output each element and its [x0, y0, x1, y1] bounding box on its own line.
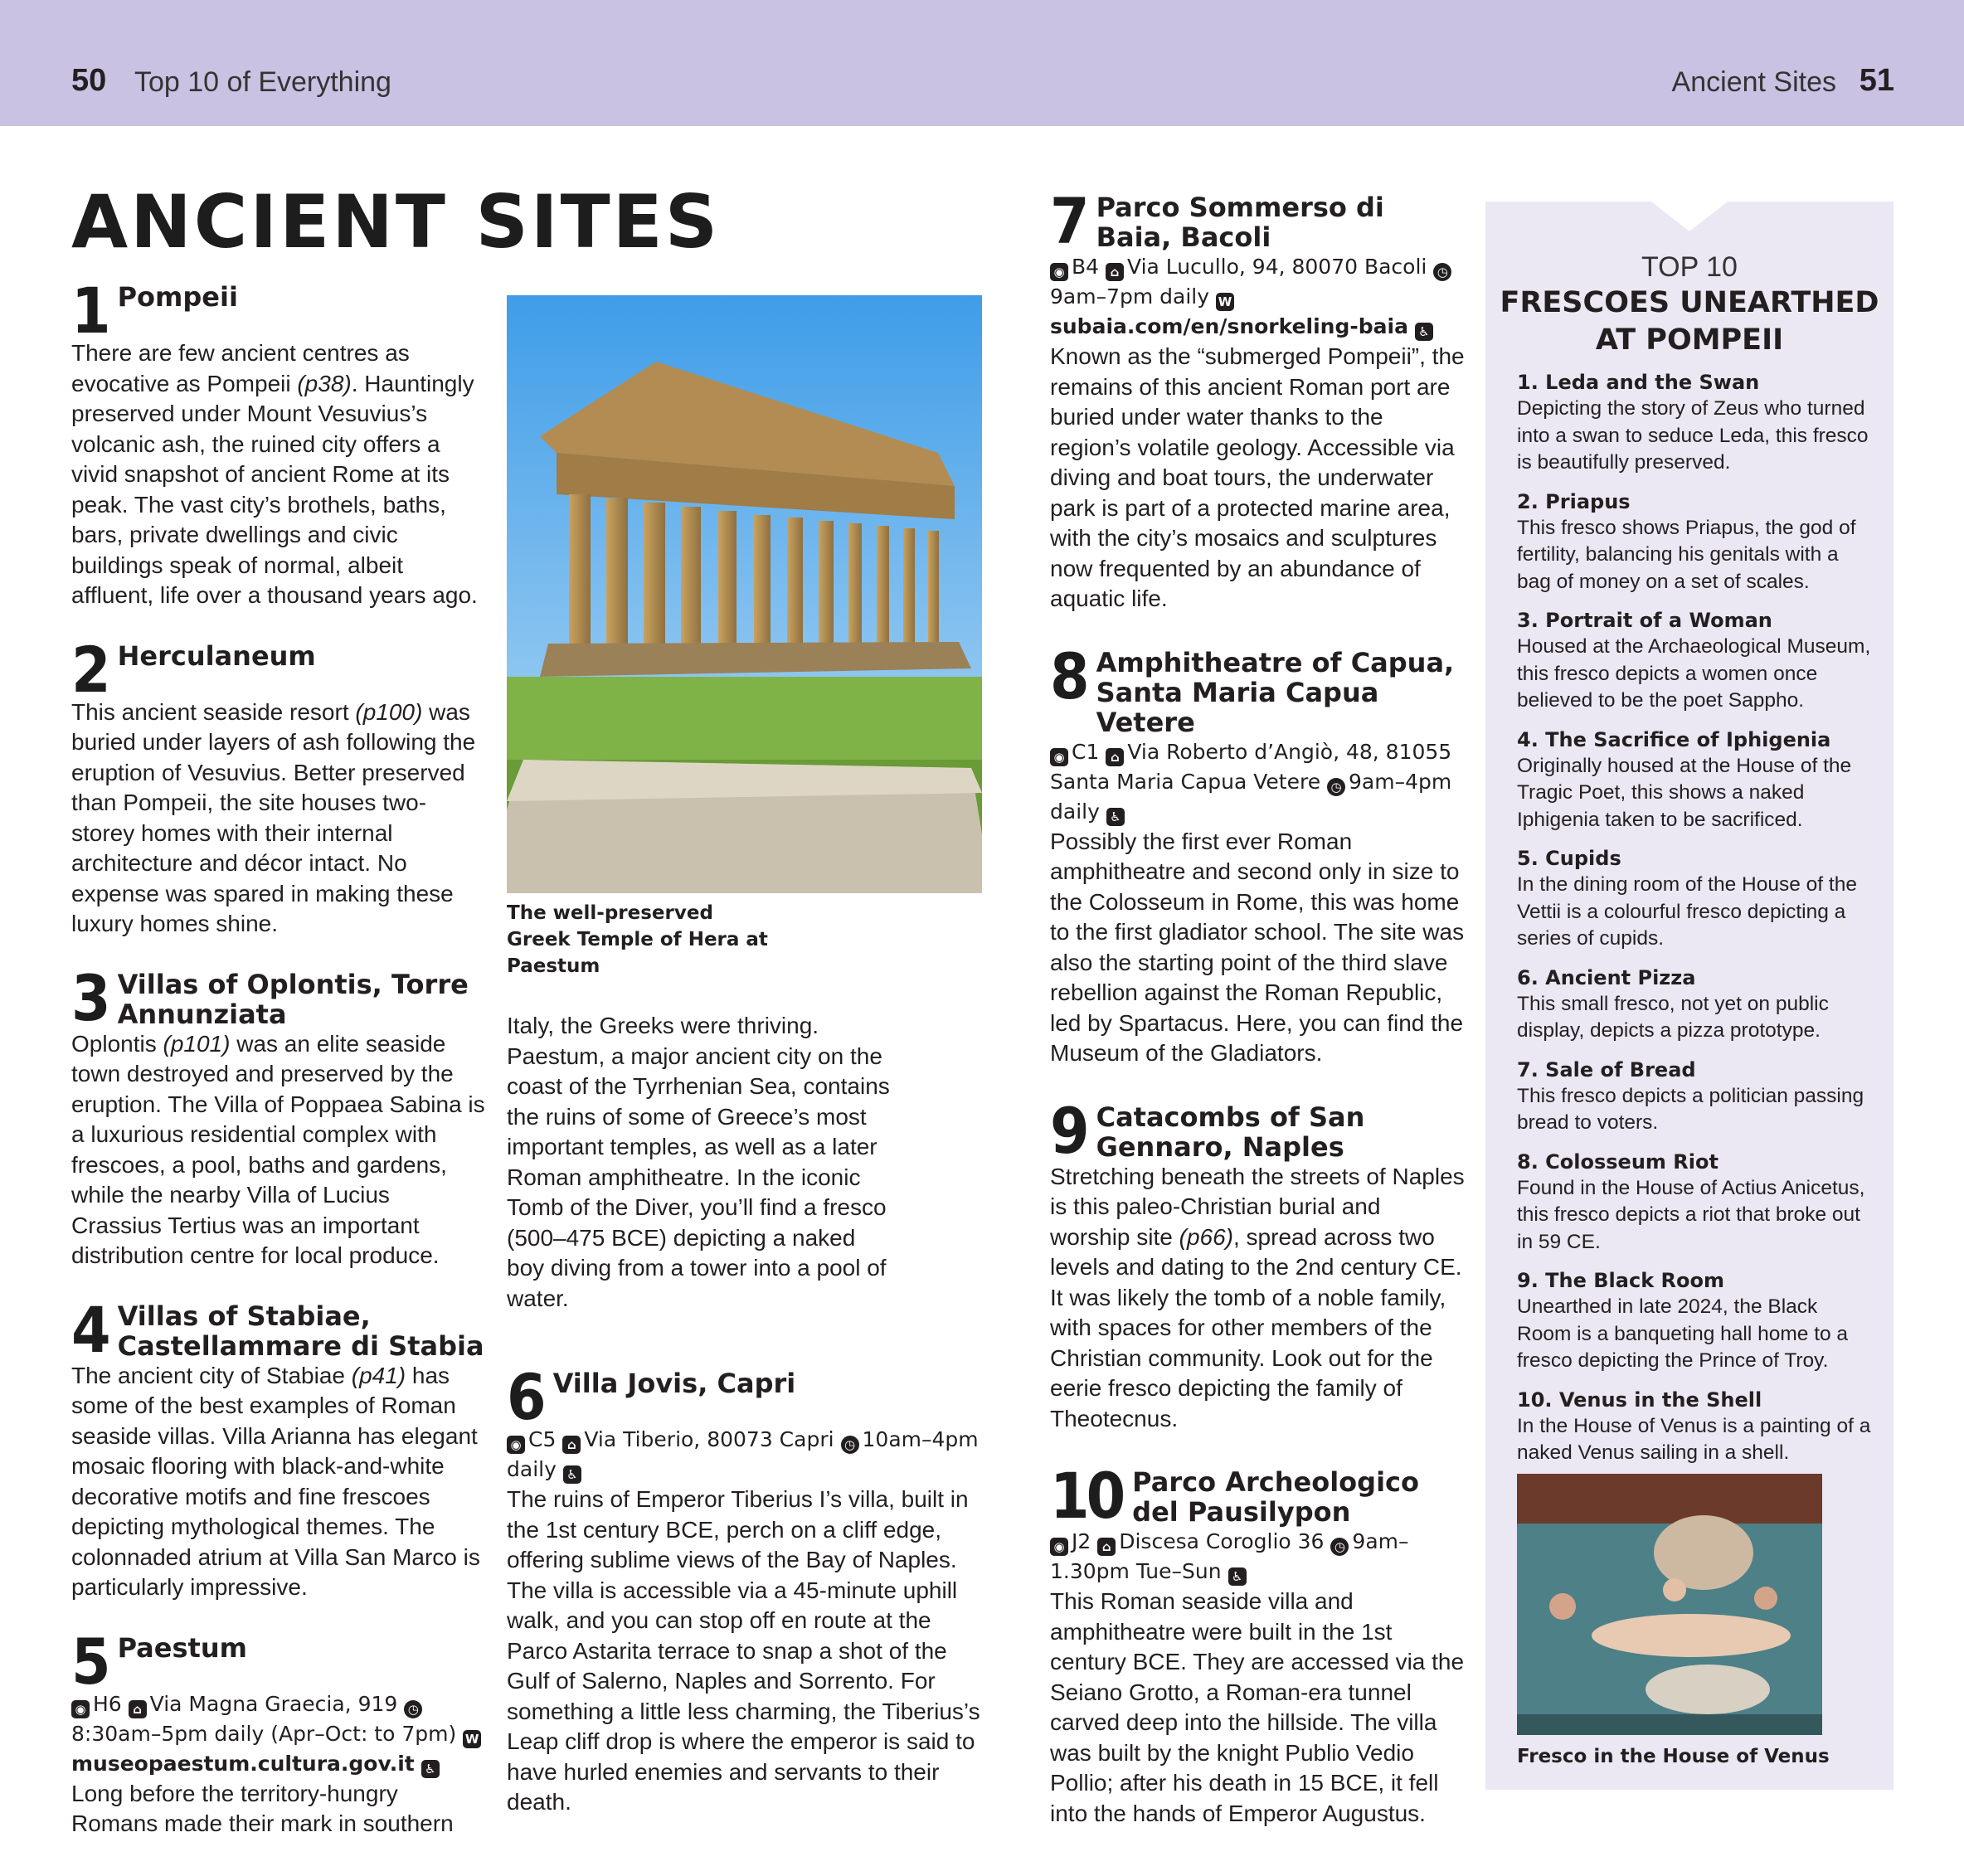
sidebar-item-text: In the House of Venus is a painting of a naked Venus sailing in a shell.: [1517, 1414, 1871, 1464]
entry-6: [507, 1360, 984, 1818]
entry-3: [71, 960, 486, 1271]
accessible-icon: ♿: [563, 1465, 581, 1484]
accessible-icon: ♿: [1228, 1567, 1247, 1586]
sidebar-item-title: 9. The Black Room: [1517, 1269, 1724, 1292]
entry-body: The ruins of Emperor Tiberius I’s villa, built in the 1st century BCE, perch on a cliff edge, offering sublime views of the Bay of Naples. The villa is accessible via a 45-minute uphill walk, and you can stop off en route at the Parco Astarita terrace to snap a shot of the Gulf of Salerno, Naples and Sorrento. For something a little less charming, the Tiberius’s Leap cliff drop is where the emperor is said to have hurled enemies and servants to their death.: [507, 1486, 980, 1815]
entry-title: Amphitheatre of Capua, Santa Maria Capua Vetere: [1096, 646, 1455, 738]
info-home-text: Discesa Coroglio 36: [1119, 1529, 1325, 1553]
sidebar-item-title: 8. Colosseum Riot: [1517, 1149, 1718, 1174]
entry-number: 6: [507, 1360, 543, 1434]
top10-sidebar: [1485, 202, 1894, 1790]
info-map-pin-text: B4: [1072, 255, 1100, 279]
right-running-title: Ancient Sites: [1671, 66, 1836, 98]
entry-number: 3: [71, 960, 108, 1035]
temple-of-hera-image: [507, 295, 982, 893]
page-title: ANCIENT SITES: [71, 179, 721, 265]
info-clock-text: 9am–4pm daily: [1050, 769, 1452, 824]
sidebar-item-10: [1517, 1387, 1874, 1467]
sidebar-item-title: 3. Portrait of a Woman: [1517, 609, 1772, 632]
entry-title: Parco Archeologico del Pausilypon: [1132, 1466, 1419, 1528]
clock-icon: ◷: [1327, 778, 1345, 796]
entry-heading: [507, 1360, 984, 1434]
info-map-pin-text: C1: [1072, 739, 1100, 764]
entry-heading: [71, 960, 486, 1035]
entry-number: 4: [71, 1292, 108, 1367]
sidebar-item-text: This small fresco, not yet on public display, depicts a pizza prototype.: [1517, 992, 1829, 1042]
entry-heading: [71, 1292, 486, 1367]
entry-title: Parco Sommerso di Baia, Bacoli: [1096, 192, 1384, 253]
venus-fresco-photo: [1517, 1474, 1822, 1735]
info-home-text: Via Roberto d’Angiò, 48, 81055 Santa Maria Capua Vetere: [1050, 739, 1452, 794]
info-clock-text: 9am–1.30pm Tue–Sun: [1050, 1529, 1409, 1583]
entry-body: Long before the territory-hungry Romans made their mark in southern: [71, 1780, 454, 1836]
clock-icon: ◷: [1433, 263, 1451, 281]
sidebar-item-title: 5. Cupids: [1517, 847, 1621, 870]
sidebar-item-9: [1517, 1267, 1874, 1375]
entry-title: Herculaneum: [117, 639, 316, 672]
accessible-icon: ♿: [1106, 808, 1125, 826]
entry-heading: [71, 632, 486, 707]
entry-info: [1050, 737, 1465, 827]
entry-number: 9: [1050, 1093, 1087, 1168]
entry-7: [1050, 184, 1465, 615]
home-icon: ⌂: [129, 1700, 147, 1718]
left-running-title: Top 10 of Everything: [134, 66, 391, 98]
info-web-text[interactable]: museopaestum.cultura.gov.it: [71, 1751, 415, 1776]
sidebar-list: [1517, 369, 1874, 1479]
info-map-pin-text: C5: [528, 1427, 557, 1451]
info-clock-text: 9am–7pm daily: [1050, 284, 1210, 309]
entry-number: 1: [71, 274, 108, 347]
entry-body: Known as the “submerged Pompeii”, the remains of this ancient Roman port are buried under water thanks to the region’s volatile geology. Accessible via diving and boat tours, the underwater park is part of a protected marine area, with the city’s mosaics and sculptures now frequented by an abundance of aquatic life.: [1050, 343, 1465, 611]
map-pin-icon: ◉: [1050, 263, 1068, 281]
entry-number: 7: [1050, 184, 1087, 258]
sidebar-item-text: In the dining room of the House of the Vettii is a colourful fresco depicting a series of cupids.: [1517, 873, 1857, 950]
right-page-number: 51: [1859, 63, 1894, 98]
sidebar-item-1: [1517, 369, 1874, 477]
accessible-icon: ♿: [1415, 323, 1433, 341]
map-pin-icon: ◉: [507, 1436, 525, 1454]
entry-info: [1050, 252, 1465, 342]
temple-photo-caption: The well-preserved Greek Temple of Hera at Paestum: [507, 902, 768, 977]
entry-body: This Roman seaside villa and amphitheatre were built in the 1st century BCE. They are accessed via the Seiano Grotto, a Roman-era tunnel carved deep into the hillside. The villa was built by the knight Publio Vedio Pollio; after his death in 15 BCE, it fell into the hands of Emperor Augustus.: [1050, 1588, 1465, 1826]
entry-2: [71, 632, 486, 940]
entry-heading: [71, 274, 486, 347]
sidebar-notch: [1651, 202, 1728, 231]
home-icon: ⌂: [562, 1436, 581, 1454]
sidebar-item-text: Housed at the Archaeological Museum, this fresco depicts a women once believed to be the poet Sappho.: [1517, 635, 1871, 712]
info-map-pin-text: J2: [1072, 1529, 1091, 1553]
entry-1: [71, 274, 486, 611]
accessible-icon: ♿: [421, 1760, 440, 1778]
sidebar-item-3: [1517, 607, 1874, 715]
sidebar-item-title: 6. Ancient Pizza: [1517, 965, 1696, 989]
venus-fresco-image: [1517, 1474, 1822, 1735]
map-pin-icon: ◉: [71, 1700, 90, 1718]
info-home-text: Via Tiberio, 80073 Capri: [584, 1427, 834, 1451]
info-web-text[interactable]: subaia.com/en/snorkeling-baia: [1050, 314, 1408, 338]
sidebar-item-4: [1517, 727, 1874, 834]
column-3: [1050, 184, 1465, 1862]
entry-heading: [71, 1624, 486, 1699]
entry-body: There are few ancient centres as evocative as Pompeii (p38). Hauntingly preserved under Mount Vesuvius’s volcanic ash, the ruined city offers a vivid snapshot of ancient Rome at its peak. The vast city’s brothels, baths, bars, private dwellings and civic buildings speak of normal, albeit affluent, life over a thousand years ago.: [71, 340, 478, 608]
sidebar-item-text: Originally housed at the House of the Tragic Poet, this shows a naked Iphigenia taken to be sacrificed.: [1517, 754, 1852, 831]
column-2: [507, 295, 984, 1818]
entry-8: [1050, 639, 1465, 1069]
info-map-pin-text: H6: [93, 1691, 122, 1716]
entry-title: Pompeii: [117, 281, 238, 313]
entry-number: 5: [71, 1624, 108, 1699]
sidebar-item-title: 1. Leda and the Swan: [1517, 371, 1760, 394]
map-pin-icon: ◉: [1050, 1538, 1068, 1556]
sidebar-item-title: 7. Sale of Bread: [1517, 1057, 1696, 1081]
sidebar-item-text: This fresco depicts a politician passing bread to voters.: [1517, 1084, 1864, 1134]
entry-title: Villas of Stabiae, Castellammare di Stabia: [117, 1300, 484, 1362]
clock-icon: ◷: [1330, 1538, 1349, 1556]
sidebar-title: [1485, 284, 1894, 359]
sidebar-item-5: [1517, 845, 1874, 953]
web-icon: W: [1216, 293, 1234, 311]
page-header: [0, 0, 1964, 126]
entry-body: Stretching beneath the streets of Naples is this paleo-Christian burial and worship site (p66), spread across two levels and dating to the 2nd century CE. It was likely the tomb of a noble family, with spaces for other members of the Christian community. Look out for the eerie fresco depicting the family of Theotecnus.: [1050, 1163, 1465, 1431]
entry-body: Oplontis (p101) was an elite seaside town destroyed and preserved by the eruption. The Villa of Poppaea Sabina is a luxurious residential complex with frescoes, a pool, baths and gardens, while the nearby Villa of Lucius Crassius Tertius was an important distribution centre for local produce.: [71, 1030, 485, 1268]
info-clock-text: 10am–4pm daily: [507, 1427, 979, 1481]
entry-title: Villa Jovis, Capri: [552, 1368, 796, 1399]
entry-heading: [1050, 184, 1465, 258]
temple-photo: [507, 295, 982, 893]
column-1: [71, 274, 486, 1840]
entry-5-body-continued: Italy, the Greeks were thriving. Paestum, a major ancient city on the coast of the Tyrrhenian Sea, contains the ruins of some of Greece’s most important temples, as well as a later Roman amphitheatre. In the iconic Tomb of the Diver, you’ll find a fresco (500–475 BCE) depicting a naked boy diving from a tower into a pool of water.: [507, 1013, 890, 1311]
home-icon: ⌂: [1106, 263, 1124, 281]
entry-info: [71, 1689, 486, 1779]
sidebar-item-text: This fresco shows Priapus, the god of fertility, balancing his genitals with a bag of money on a set of scales.: [1517, 516, 1856, 593]
sidebar-item-title: 10. Venus in the Shell: [1517, 1388, 1762, 1412]
clock-icon: ◷: [841, 1436, 859, 1454]
entry-5: [71, 1624, 486, 1840]
home-icon: ⌂: [1097, 1538, 1116, 1556]
sidebar-kicker: TOP 10: [1641, 251, 1738, 283]
entry-heading: [1050, 1093, 1465, 1168]
clock-icon: ◷: [404, 1700, 422, 1718]
sidebar-item-7: [1517, 1057, 1874, 1137]
entry-body: This ancient seaside resort (p100) was buried under layers of ash following the eruption of Vesuvius. Better preserved than Pompeii, the site houses two-storey homes with their internal architecture and décor intact. No expense was spared in making these luxury homes shine.: [71, 698, 476, 936]
sidebar-item-2: [1517, 488, 1874, 596]
entry-number: 8: [1050, 639, 1087, 713]
entry-4: [71, 1292, 486, 1603]
sidebar-item-text: Depicting the story of Zeus who turned into a swan to seduce Leda, this fresco is beautifully preserved.: [1517, 397, 1869, 474]
entry-body: Possibly the first ever Roman amphitheatre and second only in size to the Colosseum in Rome, this was home to the first gladiator school. The site was also the starting point of the third slave rebellion against the Roman Republic, led by Spartacus. Here, you can find the Museum of the Gladiators.: [1050, 828, 1465, 1066]
web-icon: W: [463, 1730, 481, 1748]
entry-info: [1050, 1527, 1465, 1587]
entry-title: Catacombs of San Gennaro, Naples: [1096, 1101, 1365, 1163]
entry-9: [1050, 1093, 1465, 1435]
sidebar-item-6: [1517, 965, 1874, 1045]
left-page-number: 50: [71, 63, 107, 98]
info-home-text: Via Lucullo, 94, 80070 Bacoli: [1127, 255, 1427, 279]
sidebar-item-text: Unearthed in late 2024, the Black Room is a banqueting hall home to a fresco depicting the Prince of Troy.: [1517, 1295, 1849, 1372]
info-clock-text: 8:30am–5pm daily (Apr–Oct: to 7pm): [71, 1721, 457, 1746]
entry-title: Paestum: [117, 1631, 247, 1664]
sidebar-item-title: 4. The Sacrifice of Iphigenia: [1517, 727, 1831, 751]
entry-body: The ancient city of Stabiae (p41) has some of the best examples of Roman seaside villas. Villa Arianna has elegant mosaic flooring with black-and-white decorative motifs and fine frescoes depicting mythological themes. The colonnaded atrium at Villa San Marco is particularly impressive.: [71, 1362, 480, 1600]
info-home-text: Via Magna Graecia, 919: [149, 1691, 398, 1716]
venus-photo-caption: Fresco in the House of Venus: [1517, 1746, 1830, 1767]
sidebar-title-line-2: AT POMPEII: [1595, 323, 1784, 357]
entry-heading: [1050, 639, 1465, 738]
sidebar-item-text: Found in the House of Actius Anicetus, this fresco depicts a riot that broke out in 59 CE.: [1517, 1176, 1865, 1253]
entry-title: Villas of Oplontis, Torre Annunziata: [117, 968, 469, 1030]
entry-info: [507, 1425, 984, 1485]
entry-heading: [1050, 1459, 1465, 1533]
sidebar-title-line-1: FRESCOES UNEARTHED: [1500, 286, 1879, 319]
entry-number: 2: [71, 632, 108, 707]
home-icon: ⌂: [1106, 748, 1124, 766]
sidebar-item-title: 2. Priapus: [1517, 489, 1631, 513]
sidebar-item-8: [1517, 1149, 1874, 1256]
entry-number: 10: [1050, 1459, 1123, 1533]
entry-10: [1050, 1459, 1465, 1829]
map-pin-icon: ◉: [1050, 748, 1068, 766]
